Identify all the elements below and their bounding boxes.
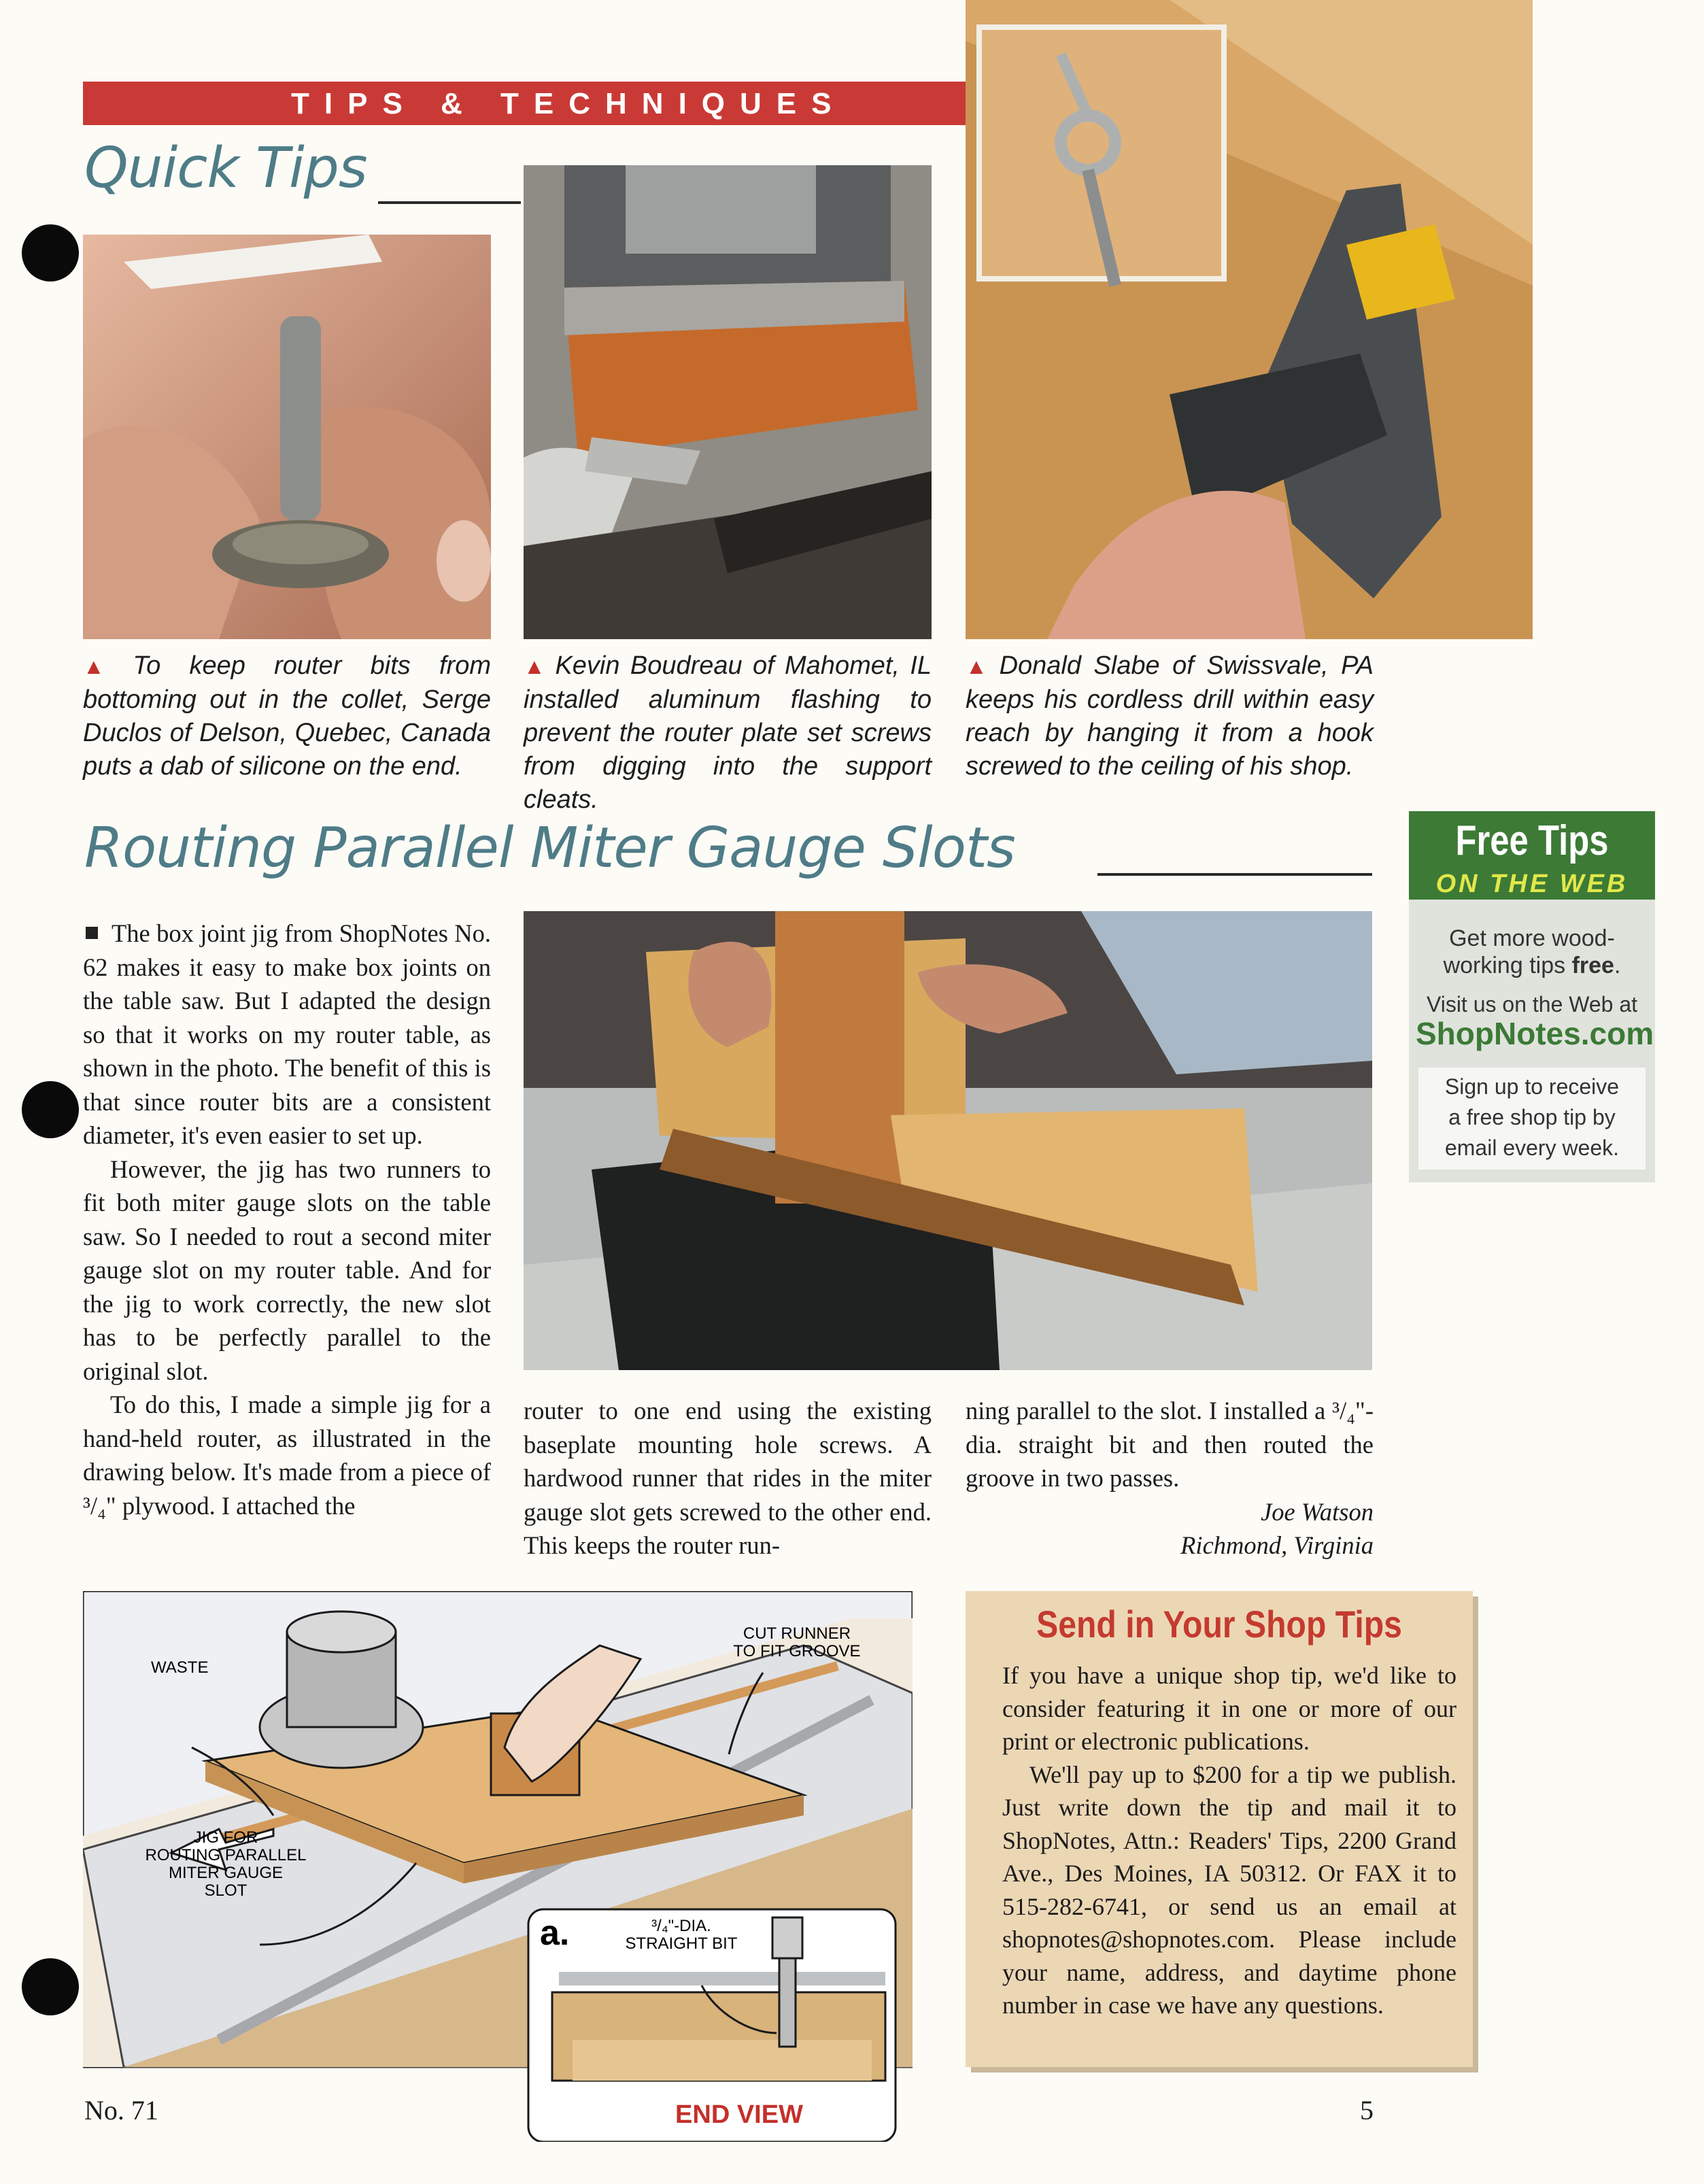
hole-punch — [22, 224, 79, 281]
send-tips-paragraph: We'll pay up to $200 for a tip we publish. Just write down the tip and mail it to ShopNotes, Attn.: Readers' Tips, 2200 Grand Ave., Des Moines, IA 50312. Or FAX it to 515-282-6741, or send us an email at shopnotes@shopnotes.com. Please include your name, address, and daytime phone number in case we have any questions. — [1002, 1760, 1456, 2019]
article-paragraph: router to one end using the existing baseplate mounting hole screws. A hardwood runner that rides in the miter gauge slot gets screwed to the other end. This keeps the router run- — [524, 1397, 932, 1559]
free-tips-header — [1409, 811, 1655, 900]
free-tips-text: working tips — [1443, 953, 1566, 978]
free-tips-signup-box[interactable] — [1418, 1068, 1646, 1170]
label-jig: ROUTING PARALLEL — [145, 1846, 307, 1864]
photo-box-joint-jig — [524, 911, 1372, 1370]
send-tips-body — [1002, 1659, 1456, 2022]
free-tips-line: Visit us on the Web at — [1426, 992, 1638, 1017]
label-bit: ³/₄"-DIA. — [651, 1917, 711, 1935]
quick-tips-title: Quick Tips — [84, 136, 367, 201]
free-tips-line: Get more wood- — [1449, 925, 1615, 951]
article-column-1 — [83, 917, 491, 1522]
tip-text: of Mahomet, IL installed aluminum flashing to prevent the router plate set screws from digging into the support cleats. — [524, 651, 932, 814]
signup-line: a free shop tip by — [1448, 1105, 1616, 1129]
article-column-2 — [524, 1394, 932, 1563]
article-paragraph: The box joint jig from ShopNotes No. 62 makes it easy to make box joints on the table saw. But I adapted the design so that it works on my router table, as shown in the photo. The benefit of this is that since router bits are a consistent diameter, it's even easier to set up. — [83, 919, 491, 1149]
triangle-marker-icon: ▲ — [966, 654, 993, 679]
article-column-3 — [966, 1394, 1374, 1563]
signup-line: email every week. — [1444, 1136, 1620, 1160]
label-jig: JIG FOR — [193, 1828, 258, 1847]
free-tips-subtitle: ON THE WEB — [1435, 870, 1629, 898]
section-header-label: TIPS & TECHNIQUES — [291, 87, 847, 120]
label-bit: STRAIGHT BIT — [625, 1934, 738, 1953]
shopnotes-link[interactable]: ShopNotes.com — [1416, 1016, 1654, 1051]
detail-letter: a. — [540, 1913, 570, 1953]
page-number: 5 — [1360, 2095, 1374, 2126]
tip-text: of Delson, Quebec, Canada puts a dab of silicone on the end. — [83, 719, 491, 781]
tip-author: Kevin Boudreau — [555, 651, 743, 680]
label-jig: MITER GAUGE — [168, 1864, 284, 1882]
article-paragraph: However, the jig has two runners to fit both miter gauge slots on the table saw. So I needed to rout a second miter gauge slot on my router table. And for the jig to work correctly, the new slot has to be perfectly parallel to the original slot. — [83, 1155, 491, 1385]
tip-caption-1 — [83, 649, 491, 783]
title-rule — [1097, 873, 1372, 876]
label-end-view: END VIEW — [675, 2100, 803, 2129]
title-rule — [378, 201, 521, 204]
photo-aluminum-flashing — [524, 165, 932, 639]
free-tips-bold: free — [1571, 953, 1614, 978]
tip-author: Donald Slabe — [999, 651, 1160, 680]
signup-line: Sign up to receive — [1444, 1074, 1620, 1099]
hole-punch — [22, 1081, 79, 1138]
author-name: Joe Watson — [1261, 1497, 1374, 1526]
label-cut-runner: TO FIT GROOVE — [733, 1642, 861, 1660]
issue-number: No. 71 — [84, 2095, 158, 2126]
tip-caption-2 — [524, 649, 932, 817]
send-tips-box — [966, 1591, 1473, 2067]
article-title: Routing Parallel Miter Gauge Slots — [84, 816, 1015, 881]
triangle-marker-icon: ▲ — [83, 654, 126, 679]
tip-caption-3 — [966, 649, 1374, 783]
tip-text: of Swissvale, PA keeps his cordless drill within easy reach by hanging it from a hook screwed to the ceiling of his shop. — [966, 651, 1374, 781]
hole-punch — [22, 1958, 79, 2015]
label-jig: SLOT — [204, 1881, 248, 1900]
label-waste: WASTE — [151, 1658, 209, 1677]
article-paragraph: To do this, I made a simple jig for a hand-held router, as illustrated in the drawing below. It's made from a piece of ³/₄" plywood. I attached the — [83, 1390, 491, 1520]
photo-router-bit-silicone — [83, 235, 491, 639]
photo-cordless-drill-hook — [966, 0, 1533, 639]
author-location: Richmond, Virginia — [1180, 1531, 1374, 1559]
triangle-marker-icon: ▲ — [524, 654, 549, 679]
send-tips-title: Send in Your Shop Tips — [1036, 1603, 1402, 1645]
free-tips-sidebar — [1409, 811, 1655, 1182]
tip-author: Serge Duclos — [83, 685, 491, 747]
section-header-band — [83, 82, 967, 125]
tip-text: To keep router bits from bottoming out in the collet, — [83, 651, 491, 714]
label-cut-runner: CUT RUNNER — [743, 1624, 851, 1643]
send-tips-paragraph: If you have a unique shop tip, we'd like to consider featuring it in one or more of our print or electronic publications. — [1002, 1662, 1456, 1755]
free-tips-title: Free Tips — [1455, 817, 1609, 864]
bullet-square-icon — [86, 927, 98, 939]
free-tips-line: working tips free. — [1443, 953, 1621, 978]
article-paragraph: ning parallel to the slot. I installed a ³/₄"-dia. straight bit and then routed the groove in two passes. — [966, 1397, 1374, 1492]
jig-illustration — [83, 1591, 913, 2142]
